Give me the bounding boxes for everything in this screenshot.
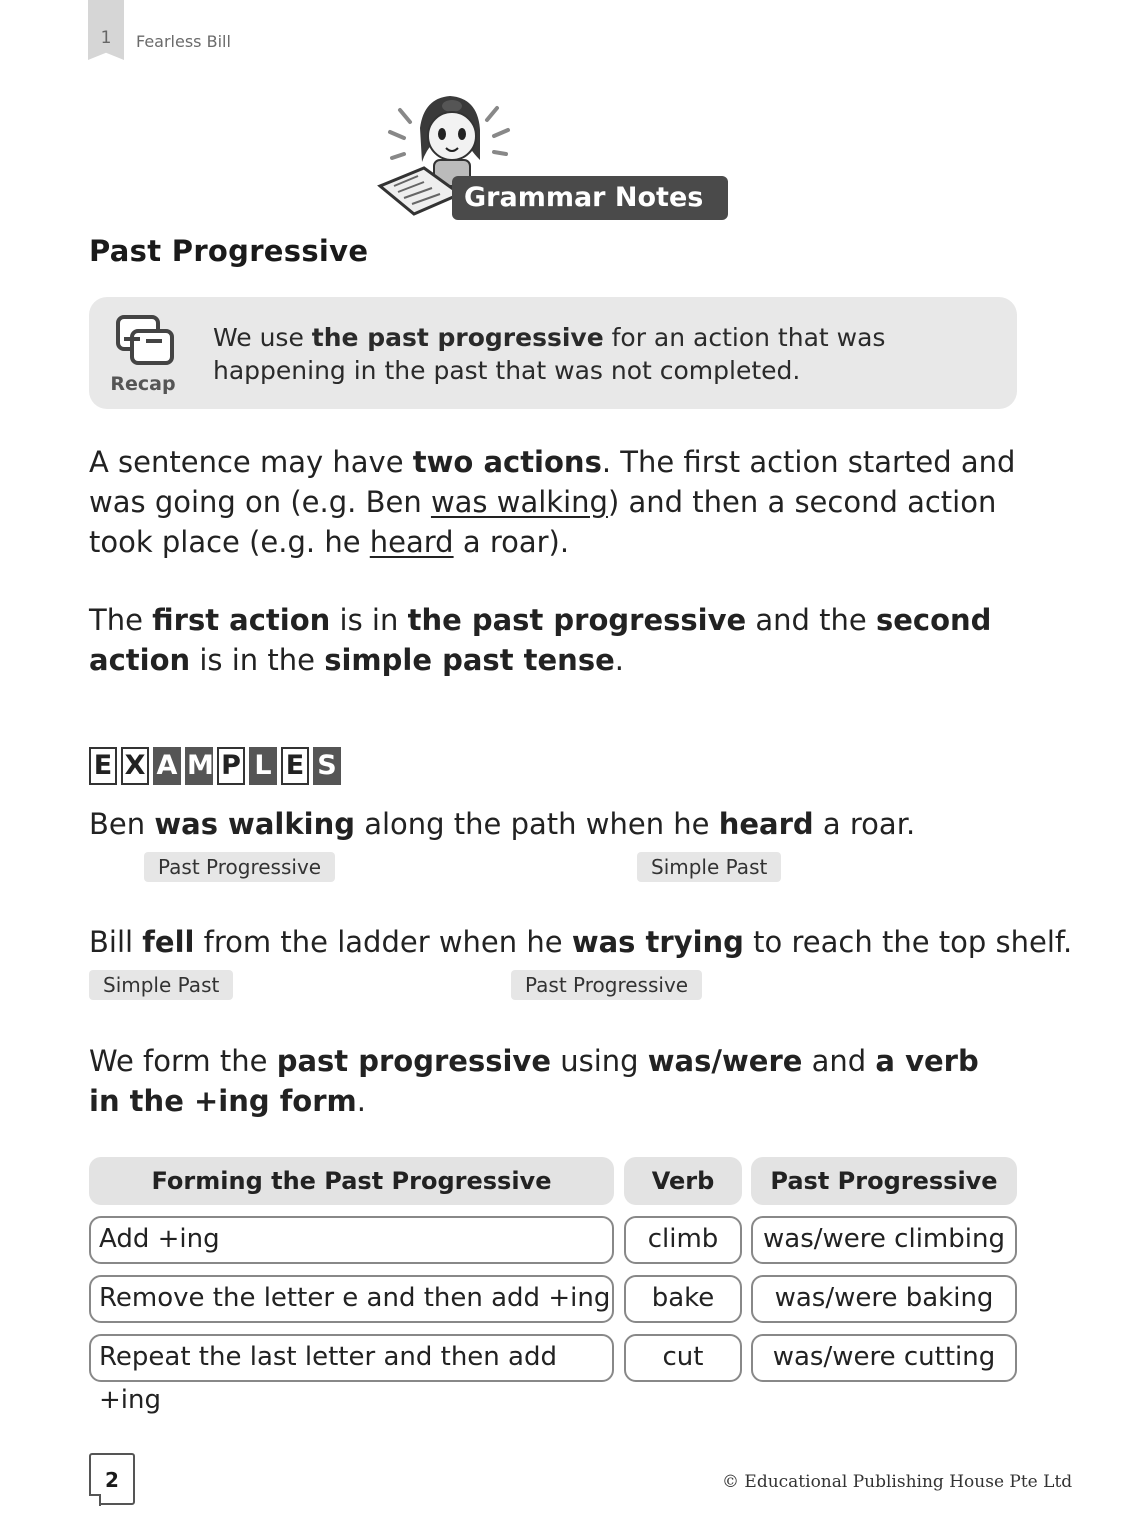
example-sentence-2: Bill fell from the ladder when he was trying to reach the top shelf. <box>89 925 1073 959</box>
table-cell-rule: Add +ing <box>89 1216 614 1264</box>
label-past-progressive: Past Progressive <box>144 852 335 882</box>
examples-letter: E <box>281 747 309 785</box>
examples-letter: S <box>313 747 341 785</box>
table-cell-verb: cut <box>624 1334 742 1382</box>
table-cell-result: was/were cutting <box>751 1334 1017 1382</box>
examples-title <box>89 747 345 785</box>
page-corner-fold <box>89 1494 101 1506</box>
table-cell-verb: bake <box>624 1275 742 1323</box>
label-simple-past: Simple Past <box>89 970 233 1000</box>
examples-letter: L <box>249 747 277 785</box>
label-past-progressive: Past Progressive <box>511 970 702 1000</box>
table-cell-rule: Repeat the last letter and then add +ing <box>89 1334 614 1382</box>
grammar-notes-banner: Grammar Notes <box>452 176 728 220</box>
table-header-forming: Forming the Past Progressive <box>89 1157 614 1205</box>
page-number: 2 <box>89 1453 135 1505</box>
table-cell-result: was/were baking <box>751 1275 1017 1323</box>
paragraph-form-rule: We form the past progressive using was/were and a verb in the +ing form. <box>89 1044 979 1118</box>
chapter-number: 1 <box>100 28 112 48</box>
label-simple-past: Simple Past <box>637 852 781 882</box>
paragraph-two-actions: A sentence may have two actions. The first action started and was going on (e.g. Ben was walking) and then a second action took place (e.g. he heard a roar). <box>89 445 1016 559</box>
examples-letter: M <box>185 747 213 785</box>
examples-letter: X <box>121 747 149 785</box>
table-cell-rule: Remove the letter e and then add +ing <box>89 1275 614 1323</box>
table-header-past-progressive: Past Progressive <box>751 1157 1017 1205</box>
example-sentence-1: Ben was walking along the path when he heard a roar. <box>89 807 916 841</box>
paragraph-first-second-action: The first action is in the past progressive and the second action is in the simple past tense. <box>89 603 992 677</box>
chapter-title: Fearless Bill <box>136 32 231 51</box>
table-header-verb: Verb <box>624 1157 742 1205</box>
copyright-text: © Educational Publishing House Pte Ltd <box>722 1472 1073 1492</box>
examples-letter: E <box>89 747 117 785</box>
recap-icon <box>110 313 180 369</box>
recap-text: We use the past progressive for an action that was happening in the past that was not completed. <box>213 323 886 385</box>
examples-letter: A <box>153 747 181 785</box>
table-cell-verb: climb <box>624 1216 742 1264</box>
section-title: Past Progressive <box>89 234 369 268</box>
examples-letter: P <box>217 747 245 785</box>
recap-label: Recap <box>110 373 176 395</box>
table-cell-result: was/were climbing <box>751 1216 1017 1264</box>
